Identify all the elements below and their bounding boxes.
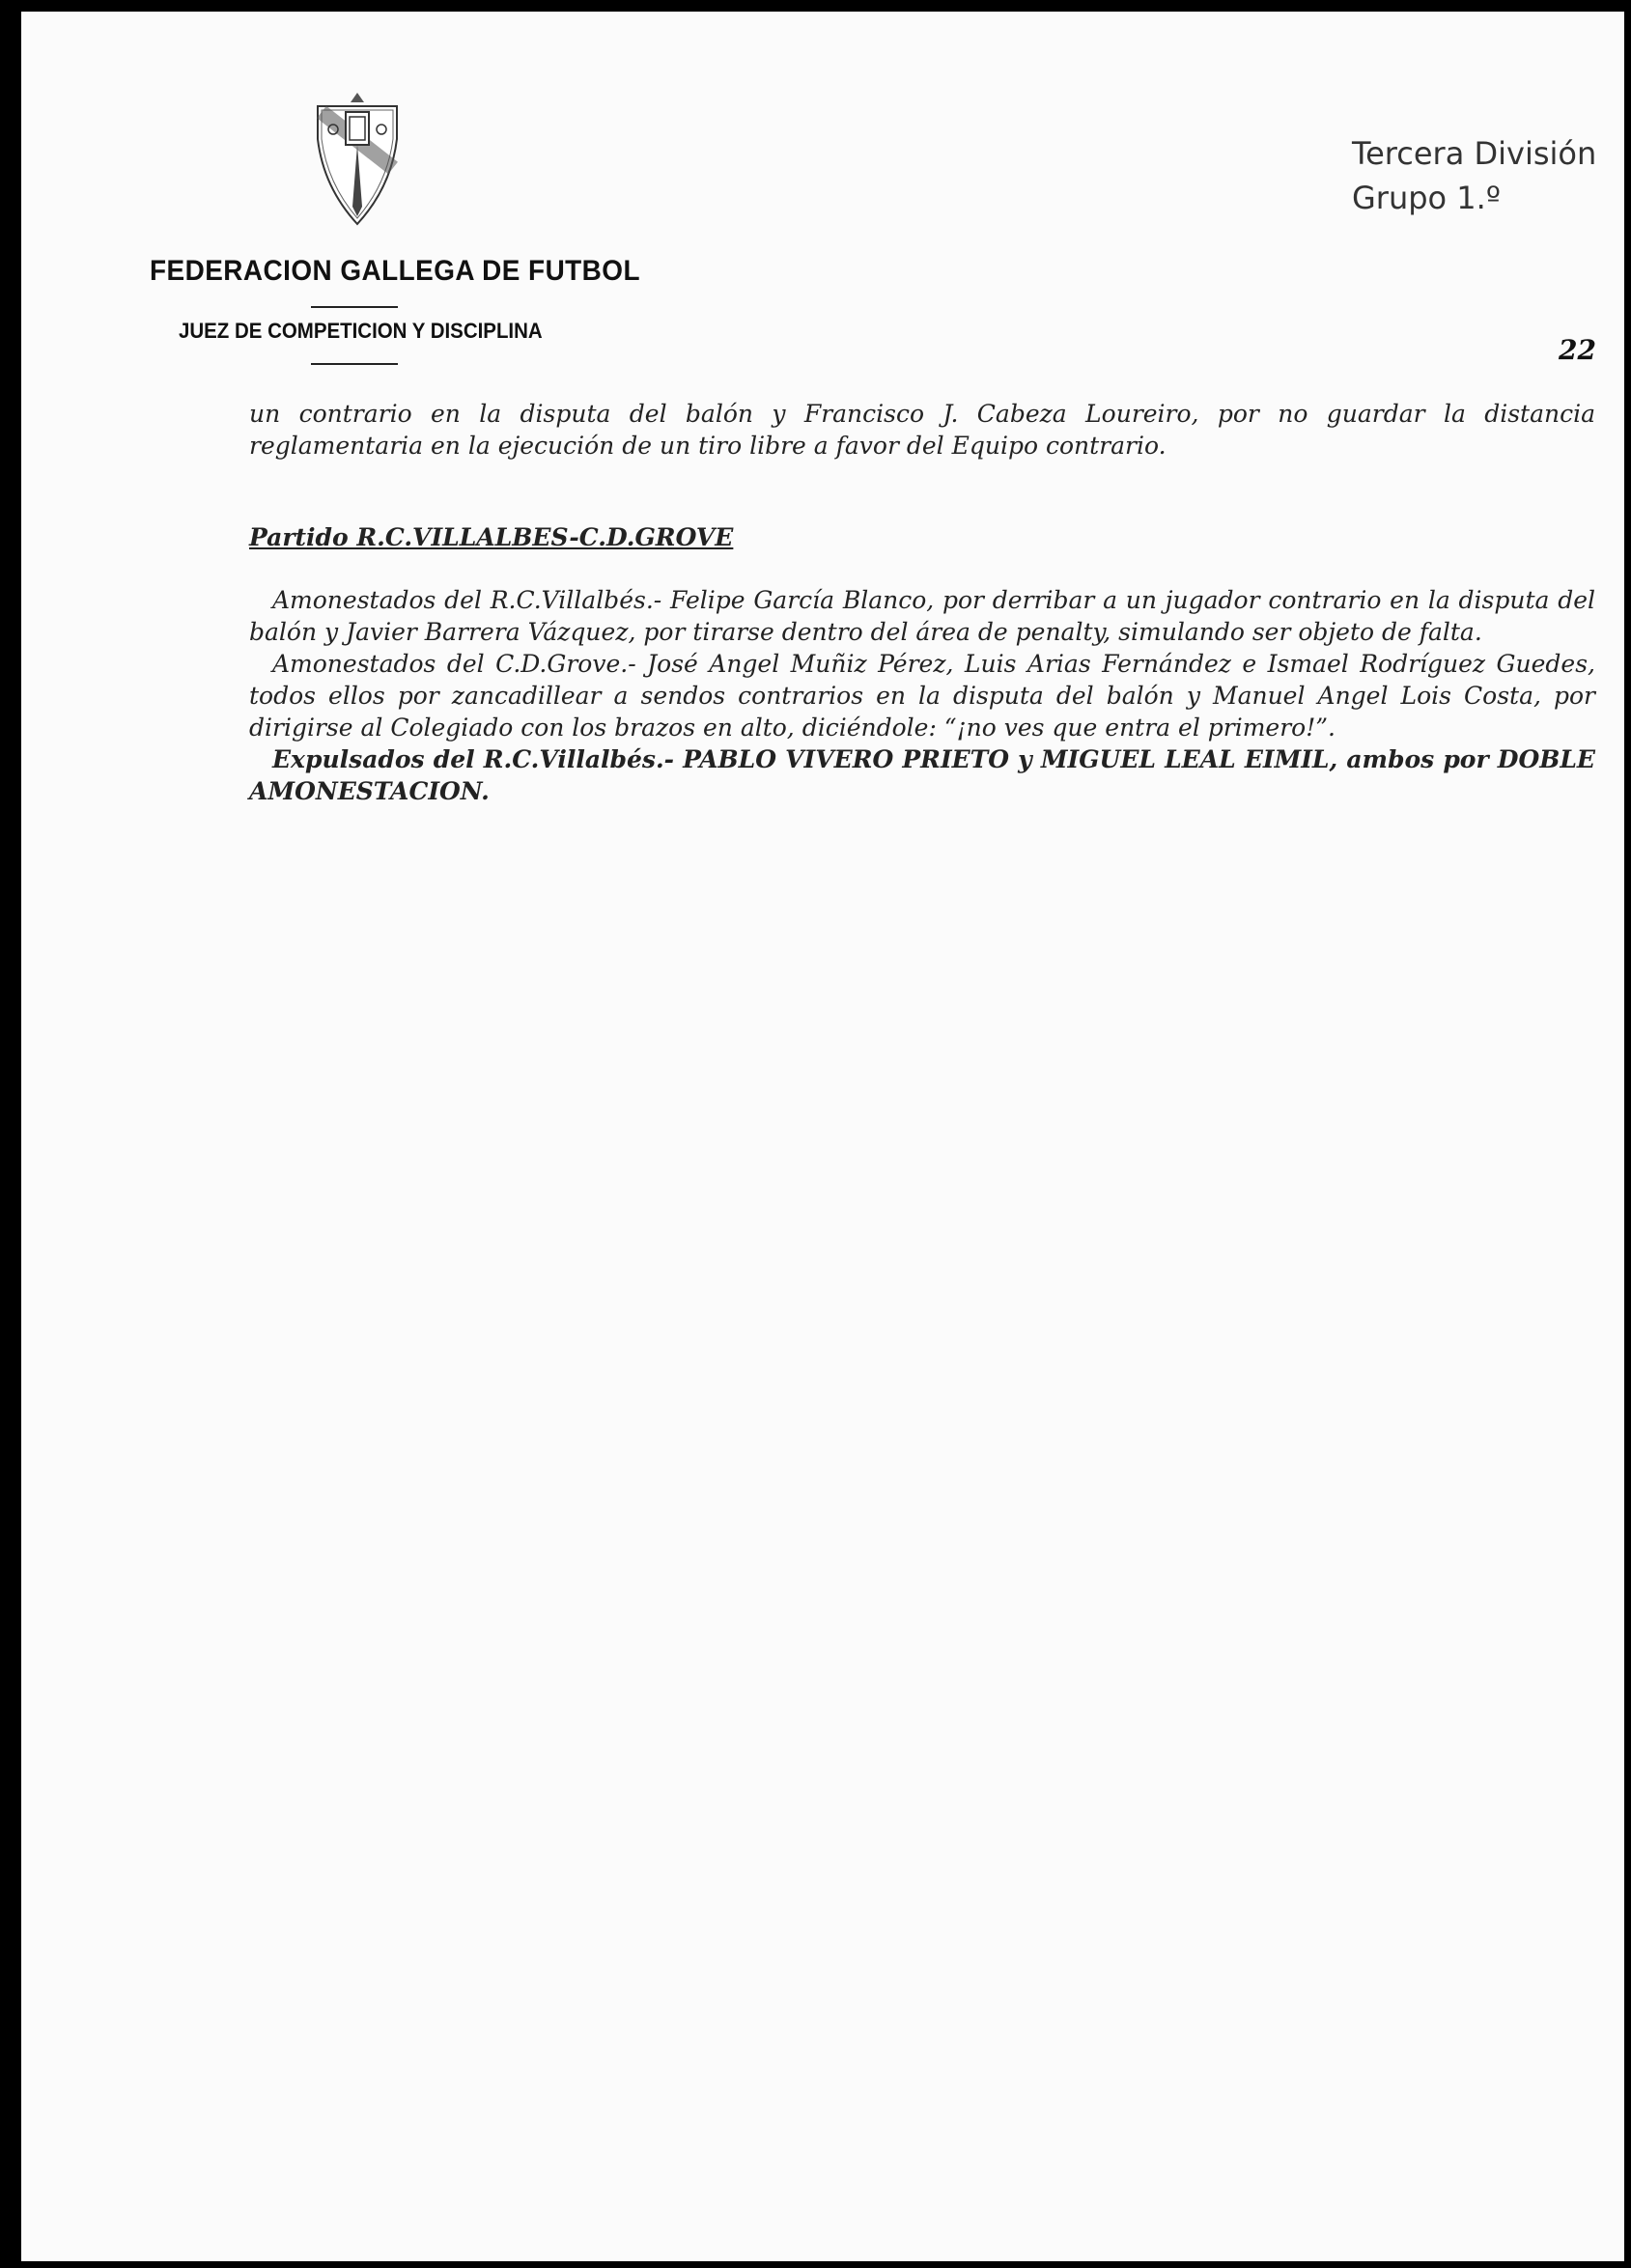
federation-shield-logo	[314, 91, 401, 228]
continuation-paragraph: un contrario en la disputa del balón y Francisco J. Cabeza Loureiro, por no guardar la distancia reglamentaria en la ejecución de un tiro libre a favor del Equipo contrario.	[249, 400, 1595, 460]
header-divider-top	[311, 306, 398, 308]
header-divider-bottom	[311, 363, 398, 365]
warned-home-paragraph: Amonestados del R.C.Villalbés.- Felipe García Blanco, por derribar a un jugador contrario en la disputa del balón y Javier Barrera Vázquez, por tirarse dentro del área de penalty, simulando ser objeto de falta.	[249, 586, 1595, 646]
match-heading: Partido R.C.VILLALBES-C.D.GROVE	[249, 523, 734, 551]
division-name: Tercera División	[1352, 135, 1597, 172]
committee-name: JUEZ DE COMPETICION Y DISCIPLINA	[179, 319, 543, 343]
division-group: Grupo 1.º	[1352, 180, 1501, 216]
document-page	[21, 12, 1624, 2261]
warned-away-paragraph: Amonestados del C.D.Grove.- José Angel Muñiz Pérez, Luis Arias Fernández e Ismael Rodríguez Guedes, todos ellos por zancadillear a sendos contrarios en la disputa del balón y Manuel Angel Lois Costa, por dirigirse al Colegiado con los brazos en alto, diciéndole: “¡no ves que entra el primero!”.	[249, 650, 1595, 742]
page-number: 22	[1559, 334, 1596, 366]
expelled-home-paragraph: Expulsados del R.C.Villalbés.- PABLO VIVERO PRIETO y MIGUEL LEAL EIMIL, ambos por DOBLE AMONESTACION.	[249, 745, 1595, 805]
document-body	[249, 398, 1595, 807]
federation-name: FEDERACION GALLEGA DE FUTBOL	[150, 255, 640, 287]
division-info	[1352, 131, 1596, 220]
